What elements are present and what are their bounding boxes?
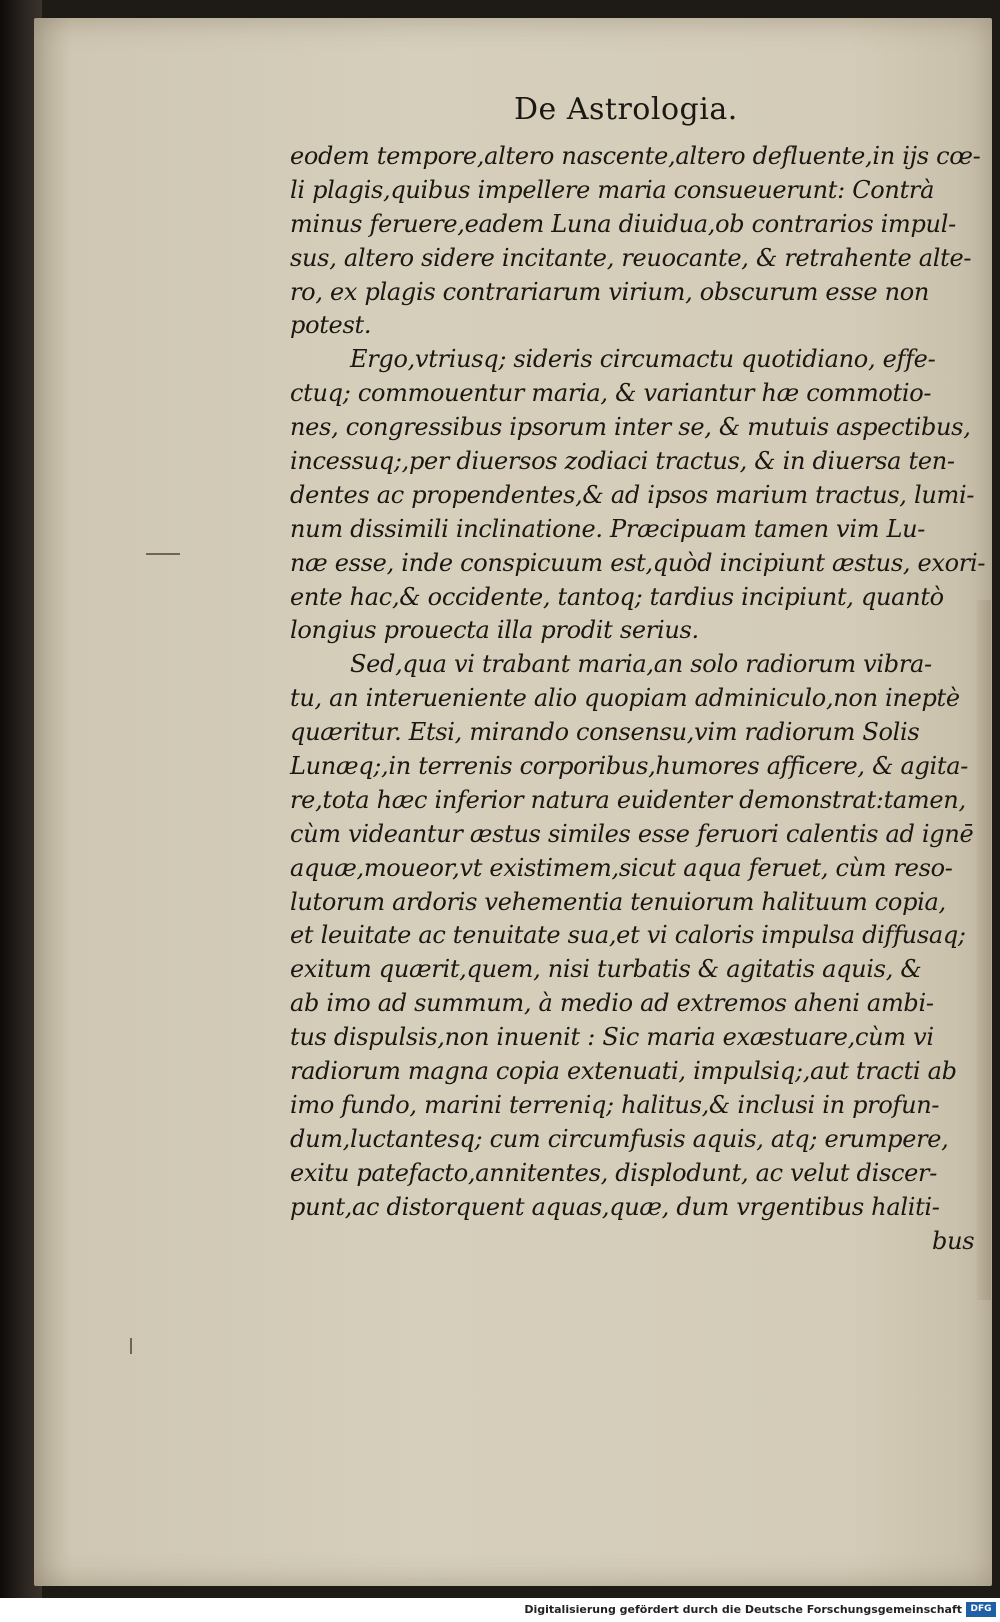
- text-line: punt,ac distorquent aquas,quæ, dum vrgentibus haliti-: [290, 1192, 940, 1221]
- text-line: longius prouecta illa prodit serius.: [290, 616, 699, 645]
- text-line: potest.: [290, 311, 372, 340]
- text-line: tus dispulsis,non inuenit : Sic maria exæstuare,cùm vi: [290, 1023, 934, 1052]
- text-line: ro, ex plagis contrariarum virium, obscurum esse non: [290, 277, 930, 306]
- margin-mark: [146, 553, 180, 555]
- text-line: num dissimili inclinatione. Præcipuam tamen vim Lu-: [290, 514, 926, 543]
- text-line: næ esse, inde conspicuum est,quòd incipiunt æstus, exori-: [290, 548, 986, 577]
- text-line: tu, an interueniente alio quopiam adminiculo,non ineptè: [290, 684, 960, 713]
- text-line: Lunæq;,in terrenis corporibus,humores afficere, & agita-: [290, 752, 969, 781]
- text-line: Ergo,vtriusq; sideris circumactu quotidiano, effe-: [350, 345, 936, 374]
- text-line: exitum quærit,quem, nisi turbatis & agitatis aquis, &: [290, 955, 922, 984]
- dfg-logo-icon: DFG: [966, 1602, 996, 1617]
- catchword: bus: [932, 1226, 975, 1255]
- body-text: [290, 140, 986, 1258]
- text-line: li plagis,quibus impellere maria consueuerunt: Contrà: [290, 175, 935, 204]
- margin-mark: [130, 1338, 132, 1354]
- text-line: Sed,qua vi trabant maria,an solo radiorum vibra-: [350, 650, 932, 679]
- text-line: ctuq; commouentur maria, & variantur hæ commotio-: [290, 379, 932, 408]
- text-line: ab imo ad summum, à medio ad extremos aheni ambi-: [290, 989, 934, 1018]
- text-line: nes, congressibus ipsorum inter se, & mutuis aspectibus,: [290, 413, 971, 442]
- text-line: dentes ac propendentes,& ad ipsos marium tractus, lumi-: [290, 480, 975, 509]
- text-line: sus, altero sidere incitante, reuocante, & retrahente alte-: [290, 243, 972, 272]
- text-line: re,tota hæc inferior natura euidenter demonstrat:tamen,: [290, 785, 966, 814]
- text-line: quæritur. Etsi, mirando consensu,vim radiorum Solis: [290, 718, 920, 747]
- text-line: ente hac,& occidente, tantoq; tardius incipiunt, quantò: [290, 582, 944, 611]
- text-line: imo fundo, marini terreniq; halitus,& inclusi in profun-: [290, 1090, 940, 1119]
- text-line: exitu patefacto,annitentes, displodunt, ac velut discer-: [290, 1158, 937, 1187]
- text-line: radiorum magna copia extenuati, impulsiq;,aut tracti ab: [290, 1057, 957, 1086]
- text-line: lutorum ardoris vehementia tenuiorum halituum copia,: [290, 887, 946, 916]
- footer-credit: Digitalisierung gefördert durch die Deutsche Forschungsgemeinschaft: [524, 1603, 962, 1616]
- text-line: cùm videantur æstus similes esse feruori calentis ad ignē: [290, 819, 974, 848]
- running-head: De Astrologia.: [514, 92, 738, 127]
- text-line: minus feruere,eadem Luna diuidua,ob contrarios impul-: [290, 209, 956, 238]
- text-line: incessuq;,per diuersos zodiaci tractus, & in diuersa ten-: [290, 447, 955, 476]
- text-line: et leuitate ac tenuitate sua,et vi caloris impulsa diffusaq;: [290, 921, 966, 950]
- text-line: aquæ,moueor,vt existimem,sicut aqua feruet, cùm reso-: [290, 853, 953, 882]
- footer-bar: [0, 1598, 1000, 1622]
- text-line: dum,luctantesq; cum circumfusis aquis, atq; erumpere,: [290, 1124, 949, 1153]
- text-line: eodem tempore,altero nascente,altero defluente,in ijs cœ-: [290, 142, 981, 170]
